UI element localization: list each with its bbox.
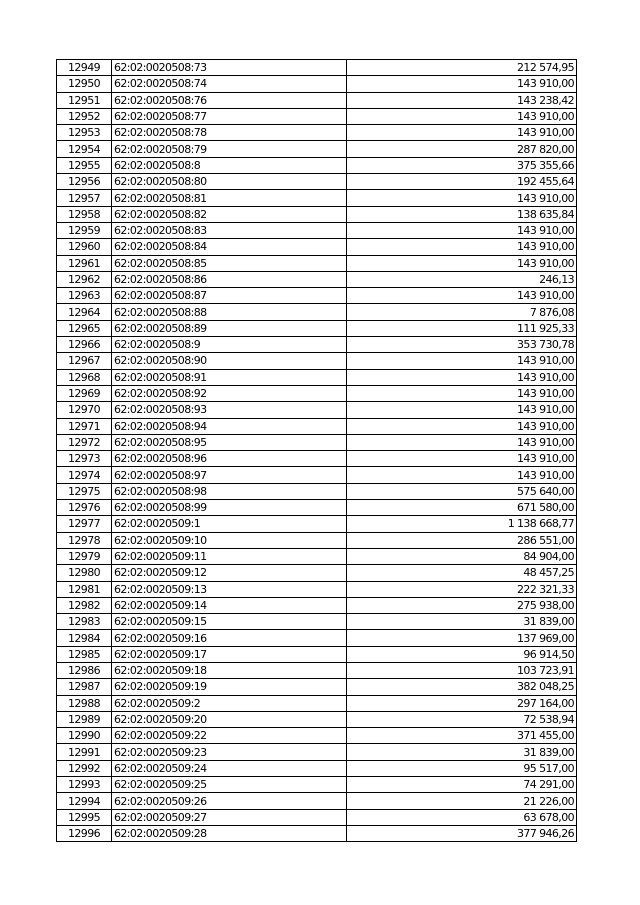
table-row <box>57 239 577 255</box>
cadastral-value-cell: 353 730,78 <box>347 337 577 353</box>
table-row <box>57 744 577 760</box>
cadastral-number-cell: 62:02:0020509:19 <box>112 679 347 695</box>
cadastral-number-cell: 62:02:0020509:20 <box>112 711 347 727</box>
cadastral-number-cell: 62:02:0020508:83 <box>112 222 347 238</box>
table-row <box>57 565 577 581</box>
row-number-cell: 12981 <box>57 581 112 597</box>
table-row <box>57 288 577 304</box>
cadastral-number-cell: 62:02:0020509:27 <box>112 809 347 825</box>
cadastral-number-cell: 62:02:0020508:82 <box>112 206 347 222</box>
cadastral-value-cell: 143 910,00 <box>347 467 577 483</box>
cadastral-value-cell: 31 839,00 <box>347 614 577 630</box>
row-number-cell: 12969 <box>57 385 112 401</box>
cadastral-value-cell: 31 839,00 <box>347 744 577 760</box>
cadastral-value-cell: 1 138 668,77 <box>347 516 577 532</box>
table-row <box>57 695 577 711</box>
cadastral-value-cell: 371 455,00 <box>347 728 577 744</box>
cadastral-number-cell: 62:02:0020508:91 <box>112 369 347 385</box>
cadastral-value-cell: 143 910,00 <box>347 125 577 141</box>
cadastral-number-cell: 62:02:0020508:98 <box>112 483 347 499</box>
table-row <box>57 662 577 678</box>
row-number-cell: 12968 <box>57 369 112 385</box>
cadastral-value-cell: 143 910,00 <box>347 402 577 418</box>
row-number-cell: 12991 <box>57 744 112 760</box>
row-number-cell: 12955 <box>57 157 112 173</box>
cadastral-value-cell: 48 457,25 <box>347 565 577 581</box>
row-number-cell: 12995 <box>57 809 112 825</box>
table-row <box>57 418 577 434</box>
cadastral-value-cell: 143 910,00 <box>347 418 577 434</box>
row-number-cell: 12986 <box>57 662 112 678</box>
table-row <box>57 337 577 353</box>
row-number-cell: 12978 <box>57 532 112 548</box>
cadastral-value-cell: 143 910,00 <box>347 76 577 92</box>
table-row <box>57 483 577 499</box>
table-row <box>57 402 577 418</box>
table-row <box>57 614 577 630</box>
table-row <box>57 434 577 450</box>
cadastral-number-cell: 62:02:0020509:16 <box>112 630 347 646</box>
table-row <box>57 385 577 401</box>
row-number-cell: 12973 <box>57 451 112 467</box>
table-row <box>57 451 577 467</box>
table-row <box>57 467 577 483</box>
cadastral-value-cell: 63 678,00 <box>347 809 577 825</box>
cadastral-value-cell: 222 321,33 <box>347 581 577 597</box>
cadastral-number-cell: 62:02:0020508:81 <box>112 190 347 206</box>
cadastral-number-cell: 62:02:0020508:94 <box>112 418 347 434</box>
row-number-cell: 12982 <box>57 597 112 613</box>
row-number-cell: 12963 <box>57 288 112 304</box>
row-number-cell: 12977 <box>57 516 112 532</box>
cadastral-value-cell: 143 910,00 <box>347 288 577 304</box>
row-number-cell: 12961 <box>57 255 112 271</box>
cadastral-value-cell: 286 551,00 <box>347 532 577 548</box>
cadastral-number-cell: 62:02:0020509:17 <box>112 646 347 662</box>
table-row <box>57 255 577 271</box>
row-number-cell: 12972 <box>57 434 112 450</box>
cadastral-number-cell: 62:02:0020509:18 <box>112 662 347 678</box>
row-number-cell: 12975 <box>57 483 112 499</box>
cadastral-value-cell: 143 910,00 <box>347 369 577 385</box>
table-row <box>57 646 577 662</box>
cadastral-number-cell: 62:02:0020508:85 <box>112 255 347 271</box>
cadastral-number-cell: 62:02:0020508:80 <box>112 174 347 190</box>
cadastral-number-cell: 62:02:0020509:22 <box>112 728 347 744</box>
cadastral-value-cell: 111 925,33 <box>347 320 577 336</box>
row-number-cell: 12950 <box>57 76 112 92</box>
table-body <box>57 60 577 842</box>
cadastral-number-cell: 62:02:0020508:77 <box>112 108 347 124</box>
table-row <box>57 760 577 776</box>
cadastral-number-cell: 62:02:0020508:78 <box>112 125 347 141</box>
row-number-cell: 12979 <box>57 548 112 564</box>
cadastral-value-cell: 275 938,00 <box>347 597 577 613</box>
table-row <box>57 206 577 222</box>
cadastral-number-cell: 62:02:0020508:73 <box>112 60 347 76</box>
table-row <box>57 597 577 613</box>
cadastral-value-cell: 143 910,00 <box>347 385 577 401</box>
row-number-cell: 12971 <box>57 418 112 434</box>
cadastral-number-cell: 62:02:0020508:79 <box>112 141 347 157</box>
cadastral-value-cell: 138 635,84 <box>347 206 577 222</box>
row-number-cell: 12985 <box>57 646 112 662</box>
row-number-cell: 12996 <box>57 825 112 841</box>
row-number-cell: 12970 <box>57 402 112 418</box>
cadastral-value-cell: 212 574,95 <box>347 60 577 76</box>
row-number-cell: 12949 <box>57 60 112 76</box>
table-row <box>57 728 577 744</box>
table-row <box>57 174 577 190</box>
row-number-cell: 12957 <box>57 190 112 206</box>
cadastral-number-cell: 62:02:0020508:84 <box>112 239 347 255</box>
cadastral-number-cell: 62:02:0020508:89 <box>112 320 347 336</box>
table-row <box>57 320 577 336</box>
row-number-cell: 12953 <box>57 125 112 141</box>
cadastral-value-cell: 375 355,66 <box>347 157 577 173</box>
cadastral-value-cell: 382 048,25 <box>347 679 577 695</box>
row-number-cell: 12984 <box>57 630 112 646</box>
cadastral-value-cell: 95 517,00 <box>347 760 577 776</box>
table-row <box>57 809 577 825</box>
table-row <box>57 108 577 124</box>
cadastral-number-cell: 62:02:0020508:74 <box>112 76 347 92</box>
row-number-cell: 12959 <box>57 222 112 238</box>
table-row <box>57 353 577 369</box>
cadastral-value-cell: 143 910,00 <box>347 434 577 450</box>
row-number-cell: 12987 <box>57 679 112 695</box>
table-row <box>57 532 577 548</box>
table-row <box>57 76 577 92</box>
table-row <box>57 369 577 385</box>
cadastral-number-cell: 62:02:0020508:86 <box>112 271 347 287</box>
cadastral-value-cell: 575 640,00 <box>347 483 577 499</box>
cadastral-number-cell: 62:02:0020508:95 <box>112 434 347 450</box>
table-row <box>57 777 577 793</box>
cadastral-number-cell: 62:02:0020509:10 <box>112 532 347 548</box>
row-number-cell: 12967 <box>57 353 112 369</box>
row-number-cell: 12958 <box>57 206 112 222</box>
cadastral-value-cell: 21 226,00 <box>347 793 577 809</box>
row-number-cell: 12983 <box>57 614 112 630</box>
cadastral-number-cell: 62:02:0020508:90 <box>112 353 347 369</box>
cadastral-number-cell: 62:02:0020509:26 <box>112 793 347 809</box>
cadastral-value-cell: 74 291,00 <box>347 777 577 793</box>
cadastral-value-cell: 96 914,50 <box>347 646 577 662</box>
cadastral-value-cell: 143 910,00 <box>347 108 577 124</box>
table-row <box>57 500 577 516</box>
row-number-cell: 12994 <box>57 793 112 809</box>
table-row <box>57 190 577 206</box>
table-row <box>57 60 577 76</box>
cadastral-value-cell: 143 238,42 <box>347 92 577 108</box>
table-row <box>57 516 577 532</box>
row-number-cell: 12952 <box>57 108 112 124</box>
cadastral-number-cell: 62:02:0020509:2 <box>112 695 347 711</box>
cadastral-value-cell: 143 910,00 <box>347 255 577 271</box>
row-number-cell: 12954 <box>57 141 112 157</box>
cadastral-number-cell: 62:02:0020509:1 <box>112 516 347 532</box>
cadastral-value-cell: 72 538,94 <box>347 711 577 727</box>
row-number-cell: 12951 <box>57 92 112 108</box>
cadastral-number-cell: 62:02:0020508:99 <box>112 500 347 516</box>
cadastral-value-cell: 103 723,91 <box>347 662 577 678</box>
cadastral-value-cell: 297 164,00 <box>347 695 577 711</box>
cadastral-number-cell: 62:02:0020509:23 <box>112 744 347 760</box>
row-number-cell: 12964 <box>57 304 112 320</box>
cadastral-value-cell: 143 910,00 <box>347 222 577 238</box>
row-number-cell: 12990 <box>57 728 112 744</box>
cadastral-value-cell: 192 455,64 <box>347 174 577 190</box>
cadastral-number-cell: 62:02:0020508:8 <box>112 157 347 173</box>
row-number-cell: 12960 <box>57 239 112 255</box>
row-number-cell: 12989 <box>57 711 112 727</box>
cadastral-number-cell: 62:02:0020509:11 <box>112 548 347 564</box>
table-row <box>57 271 577 287</box>
row-number-cell: 12988 <box>57 695 112 711</box>
table-row <box>57 825 577 841</box>
cadastral-number-cell: 62:02:0020508:97 <box>112 467 347 483</box>
row-number-cell: 12976 <box>57 500 112 516</box>
cadastral-value-cell: 671 580,00 <box>347 500 577 516</box>
row-number-cell: 12966 <box>57 337 112 353</box>
cadastral-number-cell: 62:02:0020508:87 <box>112 288 347 304</box>
cadastral-value-cell: 143 910,00 <box>347 451 577 467</box>
table-row <box>57 92 577 108</box>
table-row <box>57 711 577 727</box>
table-row <box>57 679 577 695</box>
row-number-cell: 12962 <box>57 271 112 287</box>
cadastral-number-cell: 62:02:0020508:88 <box>112 304 347 320</box>
cadastral-value-cell: 7 876,08 <box>347 304 577 320</box>
cadastral-number-cell: 62:02:0020509:13 <box>112 581 347 597</box>
cadastral-number-cell: 62:02:0020508:76 <box>112 92 347 108</box>
table-row <box>57 581 577 597</box>
table-row <box>57 222 577 238</box>
table-row <box>57 630 577 646</box>
cadastral-value-table <box>56 59 577 842</box>
cadastral-number-cell: 62:02:0020508:93 <box>112 402 347 418</box>
cadastral-number-cell: 62:02:0020509:12 <box>112 565 347 581</box>
table-row <box>57 157 577 173</box>
row-number-cell: 12974 <box>57 467 112 483</box>
cadastral-number-cell: 62:02:0020509:25 <box>112 777 347 793</box>
table-row <box>57 304 577 320</box>
row-number-cell: 12965 <box>57 320 112 336</box>
cadastral-number-cell: 62:02:0020508:9 <box>112 337 347 353</box>
cadastral-number-cell: 62:02:0020509:14 <box>112 597 347 613</box>
cadastral-value-cell: 137 969,00 <box>347 630 577 646</box>
cadastral-number-cell: 62:02:0020508:96 <box>112 451 347 467</box>
row-number-cell: 12980 <box>57 565 112 581</box>
cadastral-number-cell: 62:02:0020509:24 <box>112 760 347 776</box>
cadastral-value-cell: 143 910,00 <box>347 239 577 255</box>
cadastral-number-cell: 62:02:0020509:28 <box>112 825 347 841</box>
table-row <box>57 548 577 564</box>
row-number-cell: 12993 <box>57 777 112 793</box>
cadastral-value-cell: 143 910,00 <box>347 190 577 206</box>
table-row <box>57 141 577 157</box>
cadastral-number-cell: 62:02:0020509:15 <box>112 614 347 630</box>
cadastral-value-cell: 143 910,00 <box>347 353 577 369</box>
cadastral-value-cell: 377 946,26 <box>347 825 577 841</box>
cadastral-value-cell: 287 820,00 <box>347 141 577 157</box>
table-row <box>57 793 577 809</box>
table-row <box>57 125 577 141</box>
cadastral-number-cell: 62:02:0020508:92 <box>112 385 347 401</box>
cadastral-value-cell: 246,13 <box>347 271 577 287</box>
row-number-cell: 12992 <box>57 760 112 776</box>
cadastral-value-cell: 84 904,00 <box>347 548 577 564</box>
row-number-cell: 12956 <box>57 174 112 190</box>
